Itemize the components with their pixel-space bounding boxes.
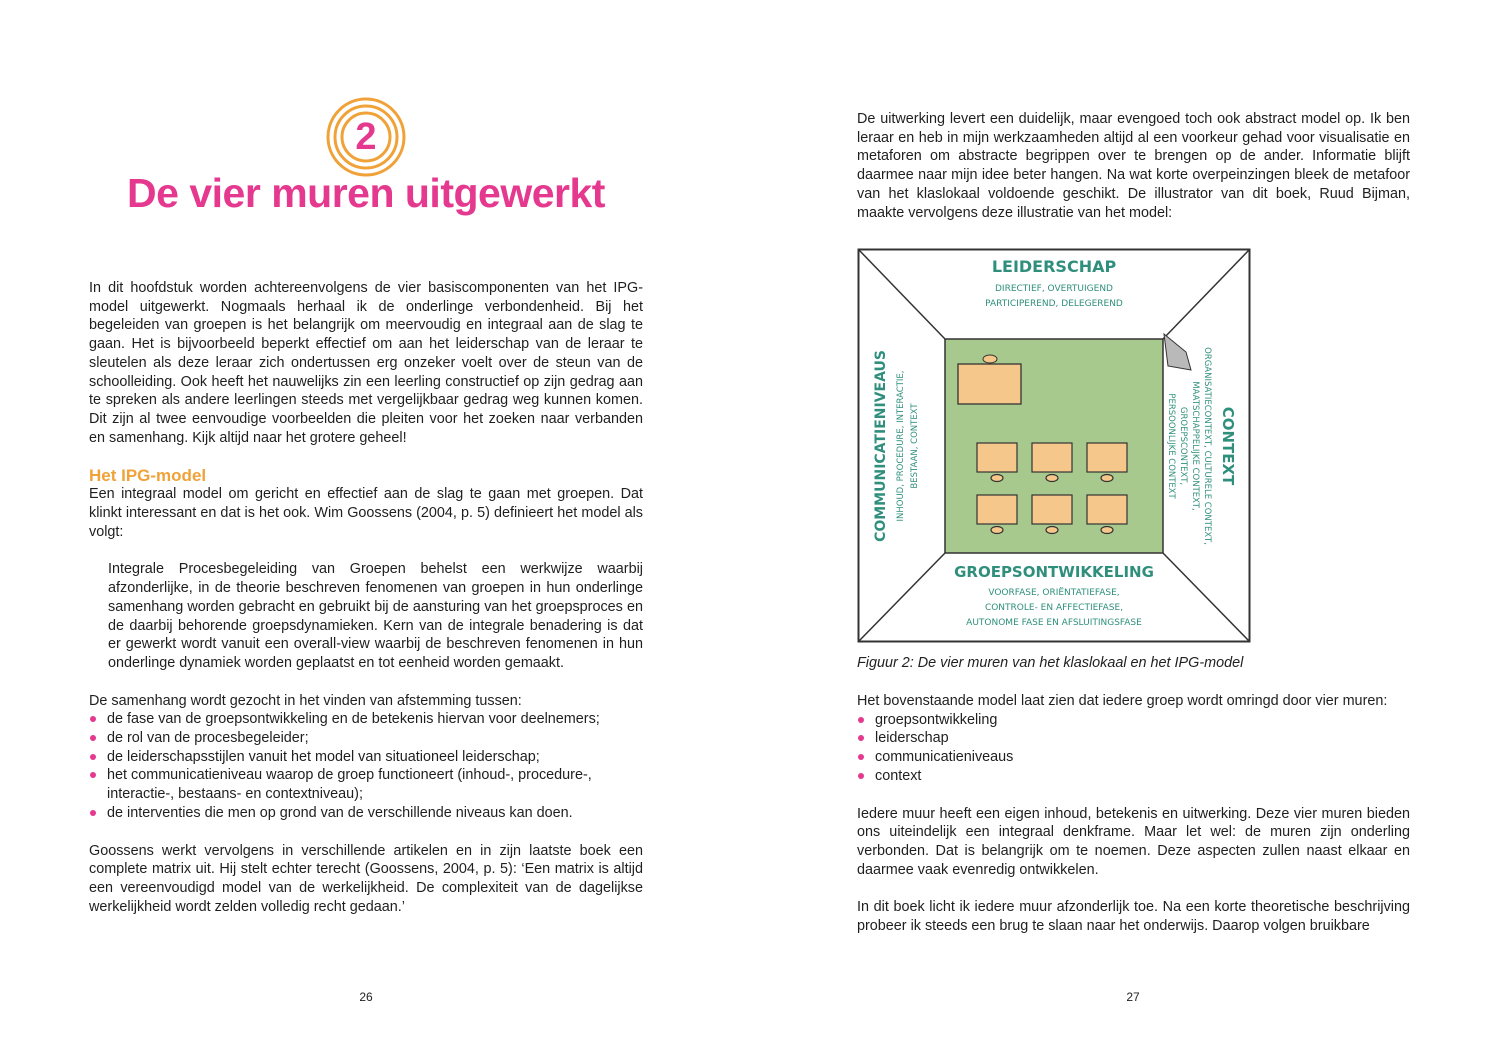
wall-bottom-line: CONTROLE- EN AFFECTIEFASE, — [984, 603, 1124, 613]
chapter-title: De vier muren uitgewerkt — [127, 170, 605, 216]
list-item: de leiderschapsstijlen vanuit het model van situationeel leiderschap; — [89, 748, 643, 767]
left-body — [89, 279, 643, 916]
paragraph: Goossens werkt vervolgens in verschillende artikelen en in zijn laatste boek een complete matrix uit. Hij stelt echter terecht (Goossens, 2004, p. 5): ‘Een matrix is altijd een vereenvoudigd model van de werkelijkheid. De complexiteit van de dagelijkse werkelijkheid wordt zelden volledig recht gedaan.’ — [89, 842, 643, 915]
paragraph: Een integraal model om gericht en effectief aan de slag te gaan met groepen. Dat klinkt interessant en dat is het ook. Wim Goossens (2004, p. 5) definieert het model als volgt: — [89, 486, 643, 540]
paragraph: De uitwerking levert een duidelijk, maar evengoed toch ook abstract model op. Ik ben leraar en heb in mijn werkzaamheden altijd al een voorkeur gehad voor visualisatie en metaforen om abstracte begrippen over te brengen op de ander. Informatie blijft daarmee naar mijn idee beter hangen. Na wat korte overpeinzingen bleek de metafoor van het klaslokaal voldoende geschikt. De illustrator van dit boek, Ruud Bijman, maakte vervolgens deze illustratie van het model: — [857, 111, 1410, 221]
chapter-number-badge — [325, 96, 407, 178]
list-item: de rol van de procesbegeleider; — [89, 729, 643, 748]
chapter-number: 2 — [355, 115, 377, 158]
wall-right-title: CONTEXT — [1219, 406, 1237, 486]
wall-bottom-title: GROEPSONTWIKKELING — [954, 563, 1154, 581]
wall-top-title: LEIDERSCHAP — [991, 257, 1117, 276]
right-body-top — [857, 110, 1410, 222]
list-intro: De samenhang wordt gezocht in het vinden van afstemming tussen: — [89, 692, 522, 709]
list-item: groepsontwikkeling — [857, 711, 1410, 730]
wall-left-line: BESTAAN, CONTEXT — [910, 403, 920, 489]
block-quote: Integrale Procesbegeleiding van Groepen behelst een werkwijze waarbij afzonderlijke, in de theorie beschreven fenomenen van groepen in hun onderlinge samenhang worden gebracht en gebruikt bij de aansturing van het groepsproces en de daarbij behorende groepsdynamieken. Kern van de integrale benadering is dat er gewerkt wordt vanuit een overall-view waarbij de beschreven fenomenen in hun onderlinge dynamiek worden geplaatst en tot eenheid worden gemaakt. — [108, 561, 643, 671]
figure-caption: Figuur 2: De vier muren van het klaslokaal en het IPG-model — [857, 655, 1244, 671]
subheading: Het IPG-model — [89, 466, 207, 486]
list-item: de fase van de groepsontwikkeling en de betekenis hiervan voor deelnemers; — [89, 710, 643, 729]
paragraph: In dit boek licht ik iedere muur afzonderlijk toe. Na een korte theoretische beschrijving probeer ik steeds een brug te slaan naar het onderwijs. Daarop volgen bruikbare — [857, 899, 1410, 935]
wall-left-title: COMMUNICATIENIVEAUS — [873, 350, 889, 542]
list-item: communicatieniveaus — [857, 748, 1410, 767]
classroom-illustration — [857, 248, 1251, 643]
list-item: het communicatieniveau waarop de groep functioneert (inhoud-, procedure-, interactie-, bestaans- en contextniveau); — [89, 766, 643, 803]
page-number: 26 — [359, 990, 373, 1004]
wall-right-line: GROEPSCONTEXT, — [1178, 406, 1188, 486]
list-item: context — [857, 767, 1410, 786]
wall-top-line: DIRECTIEF, OVERTUIGEND — [995, 284, 1113, 294]
wall-right-line: PERSOONLIJKE CONTEXT — [1166, 393, 1176, 499]
list-item: leiderschap — [857, 729, 1410, 748]
bullet-list — [857, 711, 1410, 786]
wall-bottom-line: AUTONOME FASE EN AFSLUITINGSFASE — [966, 618, 1142, 628]
list-intro: Het bovenstaande model laat zien dat iedere groep wordt omringd door vier muren: — [857, 693, 1388, 709]
paragraph: Iedere muur heeft een eigen inhoud, betekenis en uitwerking. Deze vier muren bieden ons uiteindelijk een integraal denkframe. Maar let wel: de muren zijn onderling verbonden. Dat is belangrijk om te noemen. Deze aspecten zullen naast elkaar en daarmee vaak evenredig ontwikkelen. — [857, 805, 1410, 878]
list-item: de interventies die men op grond van de verschillende niveaus kan doen. — [89, 804, 643, 823]
wall-right-line: ORGANISATIECONTEXT, CULTURELE CONTEXT, — [1202, 347, 1212, 545]
bullet-list — [89, 710, 643, 822]
wall-left-line: INHOUD, PROCEDURE, INTERACTIE, — [896, 370, 906, 522]
teacher-desk-icon — [958, 364, 1021, 404]
right-page — [749, 0, 1498, 1061]
right-body-bottom — [857, 692, 1410, 936]
intro-paragraph: In dit hoofdstuk worden achtereenvolgens de vier basiscomponenten van het IPG-model uitgewerkt. Nogmaals herhaal ik de onderlinge verbondenheid. Bij het begeleiden van groepen is het belangrijk om meervoudig en integraal aan de slag te gaan. Het is bijvoorbeeld beperkt effectief om aan het leiderschap van de leraar te sleutelen als deze leraar zich ondertussen erg onzeker voelt over de steun van de schoolleiding. Ook heeft het nauwelijks zin een leerling constructief op zijn gedrag aan te spreken als andere leerlingen steeds met vergelijkbaar gedrag weg kunnen komen. Dit zijn al twee eenvoudige voorbeelden die pleiten voor het zoeken naar verbanden en samenhang. Kijk altijd naar het grotere geheel! — [89, 280, 643, 446]
page-number: 27 — [1126, 990, 1140, 1004]
wall-bottom-line: VOORFASE, ORIËNTATIEFASE, — [988, 588, 1120, 598]
wall-right-line: MAATSCHAPPELIJKE CONTEXT, — [1190, 381, 1200, 511]
wall-top-line: PARTICIPEREND, DELEGEREND — [985, 299, 1123, 309]
